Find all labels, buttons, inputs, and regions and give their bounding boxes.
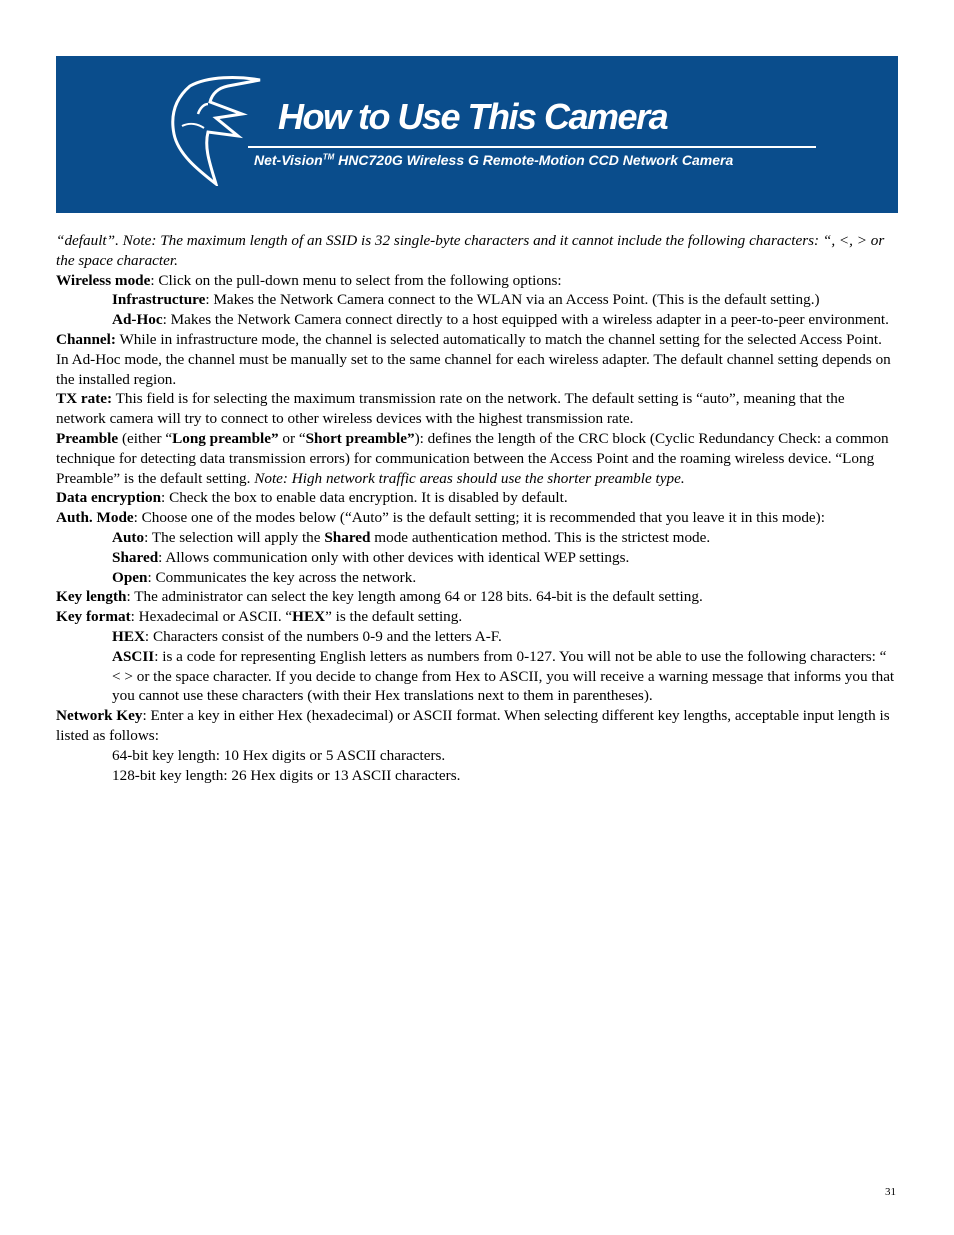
banner-divider bbox=[248, 146, 816, 148]
wireless-mode-item: Wireless mode: Click on the pull-down menu to select from the following options: bbox=[56, 271, 562, 289]
header-banner bbox=[56, 56, 898, 213]
key-format-item: Key format: Hexadecimal or ASCII. “HEX” is the default setting. bbox=[56, 608, 463, 626]
key-64-item: 64-bit key length: 10 Hex digits or 5 ASCII characters. bbox=[112, 746, 446, 764]
key-length-item: Key length: The administrator can select the key length among 64 or 128 bits. 64-bit is the default setting. bbox=[56, 588, 703, 606]
adhoc-item: Ad-Hoc: Makes the Network Camera connect directly to a host equipped with a wireless adapter in a peer-to-peer environment. bbox=[112, 311, 889, 329]
key-128-item: 128-bit key length: 26 Hex digits or 13 ASCII characters. bbox=[112, 766, 461, 784]
data-encryption-item: Data encryption: Check the box to enable data encryption. It is disabled by default. bbox=[56, 489, 568, 507]
banner-title: How to Use This Camera bbox=[278, 96, 668, 137]
document-body bbox=[56, 231, 898, 785]
ssid-note: “default”. Note: The maximum length of an SSID is 32 single-byte characters and it cannot include the following characters: “, <, > or the space character. bbox=[56, 232, 885, 269]
auth-auto-item: Auto: The selection will apply the Shared mode authentication method. This is the strictest mode. bbox=[112, 528, 711, 546]
page-number: 31 bbox=[885, 1186, 896, 1198]
banner-subtitle: Net-Vision™ HNC720G Wireless G Remote-Motion CCD Network Camera bbox=[254, 152, 734, 168]
preamble-item: Preamble (either “Long preamble” or “Short preamble”): defines the length of the CRC block (Cyclic Redundancy Check: a common technique for detecting data transmission errors) for communication between the Access Point and the roaming wireless device. “Long Preamble” is the default setting. Note: High network traffic areas should use the shorter preamble type. bbox=[56, 429, 889, 487]
eagle-head-icon bbox=[168, 74, 268, 186]
tx-rate-item: TX rate: This field is for selecting the maximum transmission rate on the network. The default setting is “auto”, meaning that the network camera will try to connect to other wireless devices with the highest transmission rate. bbox=[56, 390, 845, 428]
ascii-item: ASCII: is a code for representing English letters as numbers from 0-127. You will not be able to use the following characters: “ < > or the space character. If you decide to change from Hex to ASCII, you will receive a warning message that informs you that you cannot use these characters (with their Hex translations next to them in parentheses). bbox=[112, 647, 895, 705]
hex-item: HEX: Characters consist of the numbers 0-9 and the letters A-F. bbox=[112, 627, 502, 645]
network-key-item: Network Key: Enter a key in either Hex (hexadecimal) or ASCII format. When selecting different key lengths, acceptable input length is listed as follows: bbox=[56, 707, 890, 744]
auth-mode-item: Auth. Mode: Choose one of the modes below (“Auto” is the default setting; it is recommended that you leave it in this mode): bbox=[56, 509, 825, 527]
channel-item: Channel: While in infrastructure mode, the channel is selected automatically to match the channel setting for the selected Access Point. In Ad-Hoc mode, the channel must be manually set to the same channel for each wireless adapter. The default channel setting depends on the installed region. bbox=[56, 330, 891, 388]
infrastructure-item: Infrastructure: Makes the Network Camera connect to the WLAN via an Access Point. (This is the default setting.) bbox=[112, 291, 820, 309]
auth-open-item: Open: Communicates the key across the network. bbox=[112, 568, 417, 586]
auth-shared-item: Shared: Allows communication only with other devices with identical WEP settings. bbox=[112, 548, 630, 566]
